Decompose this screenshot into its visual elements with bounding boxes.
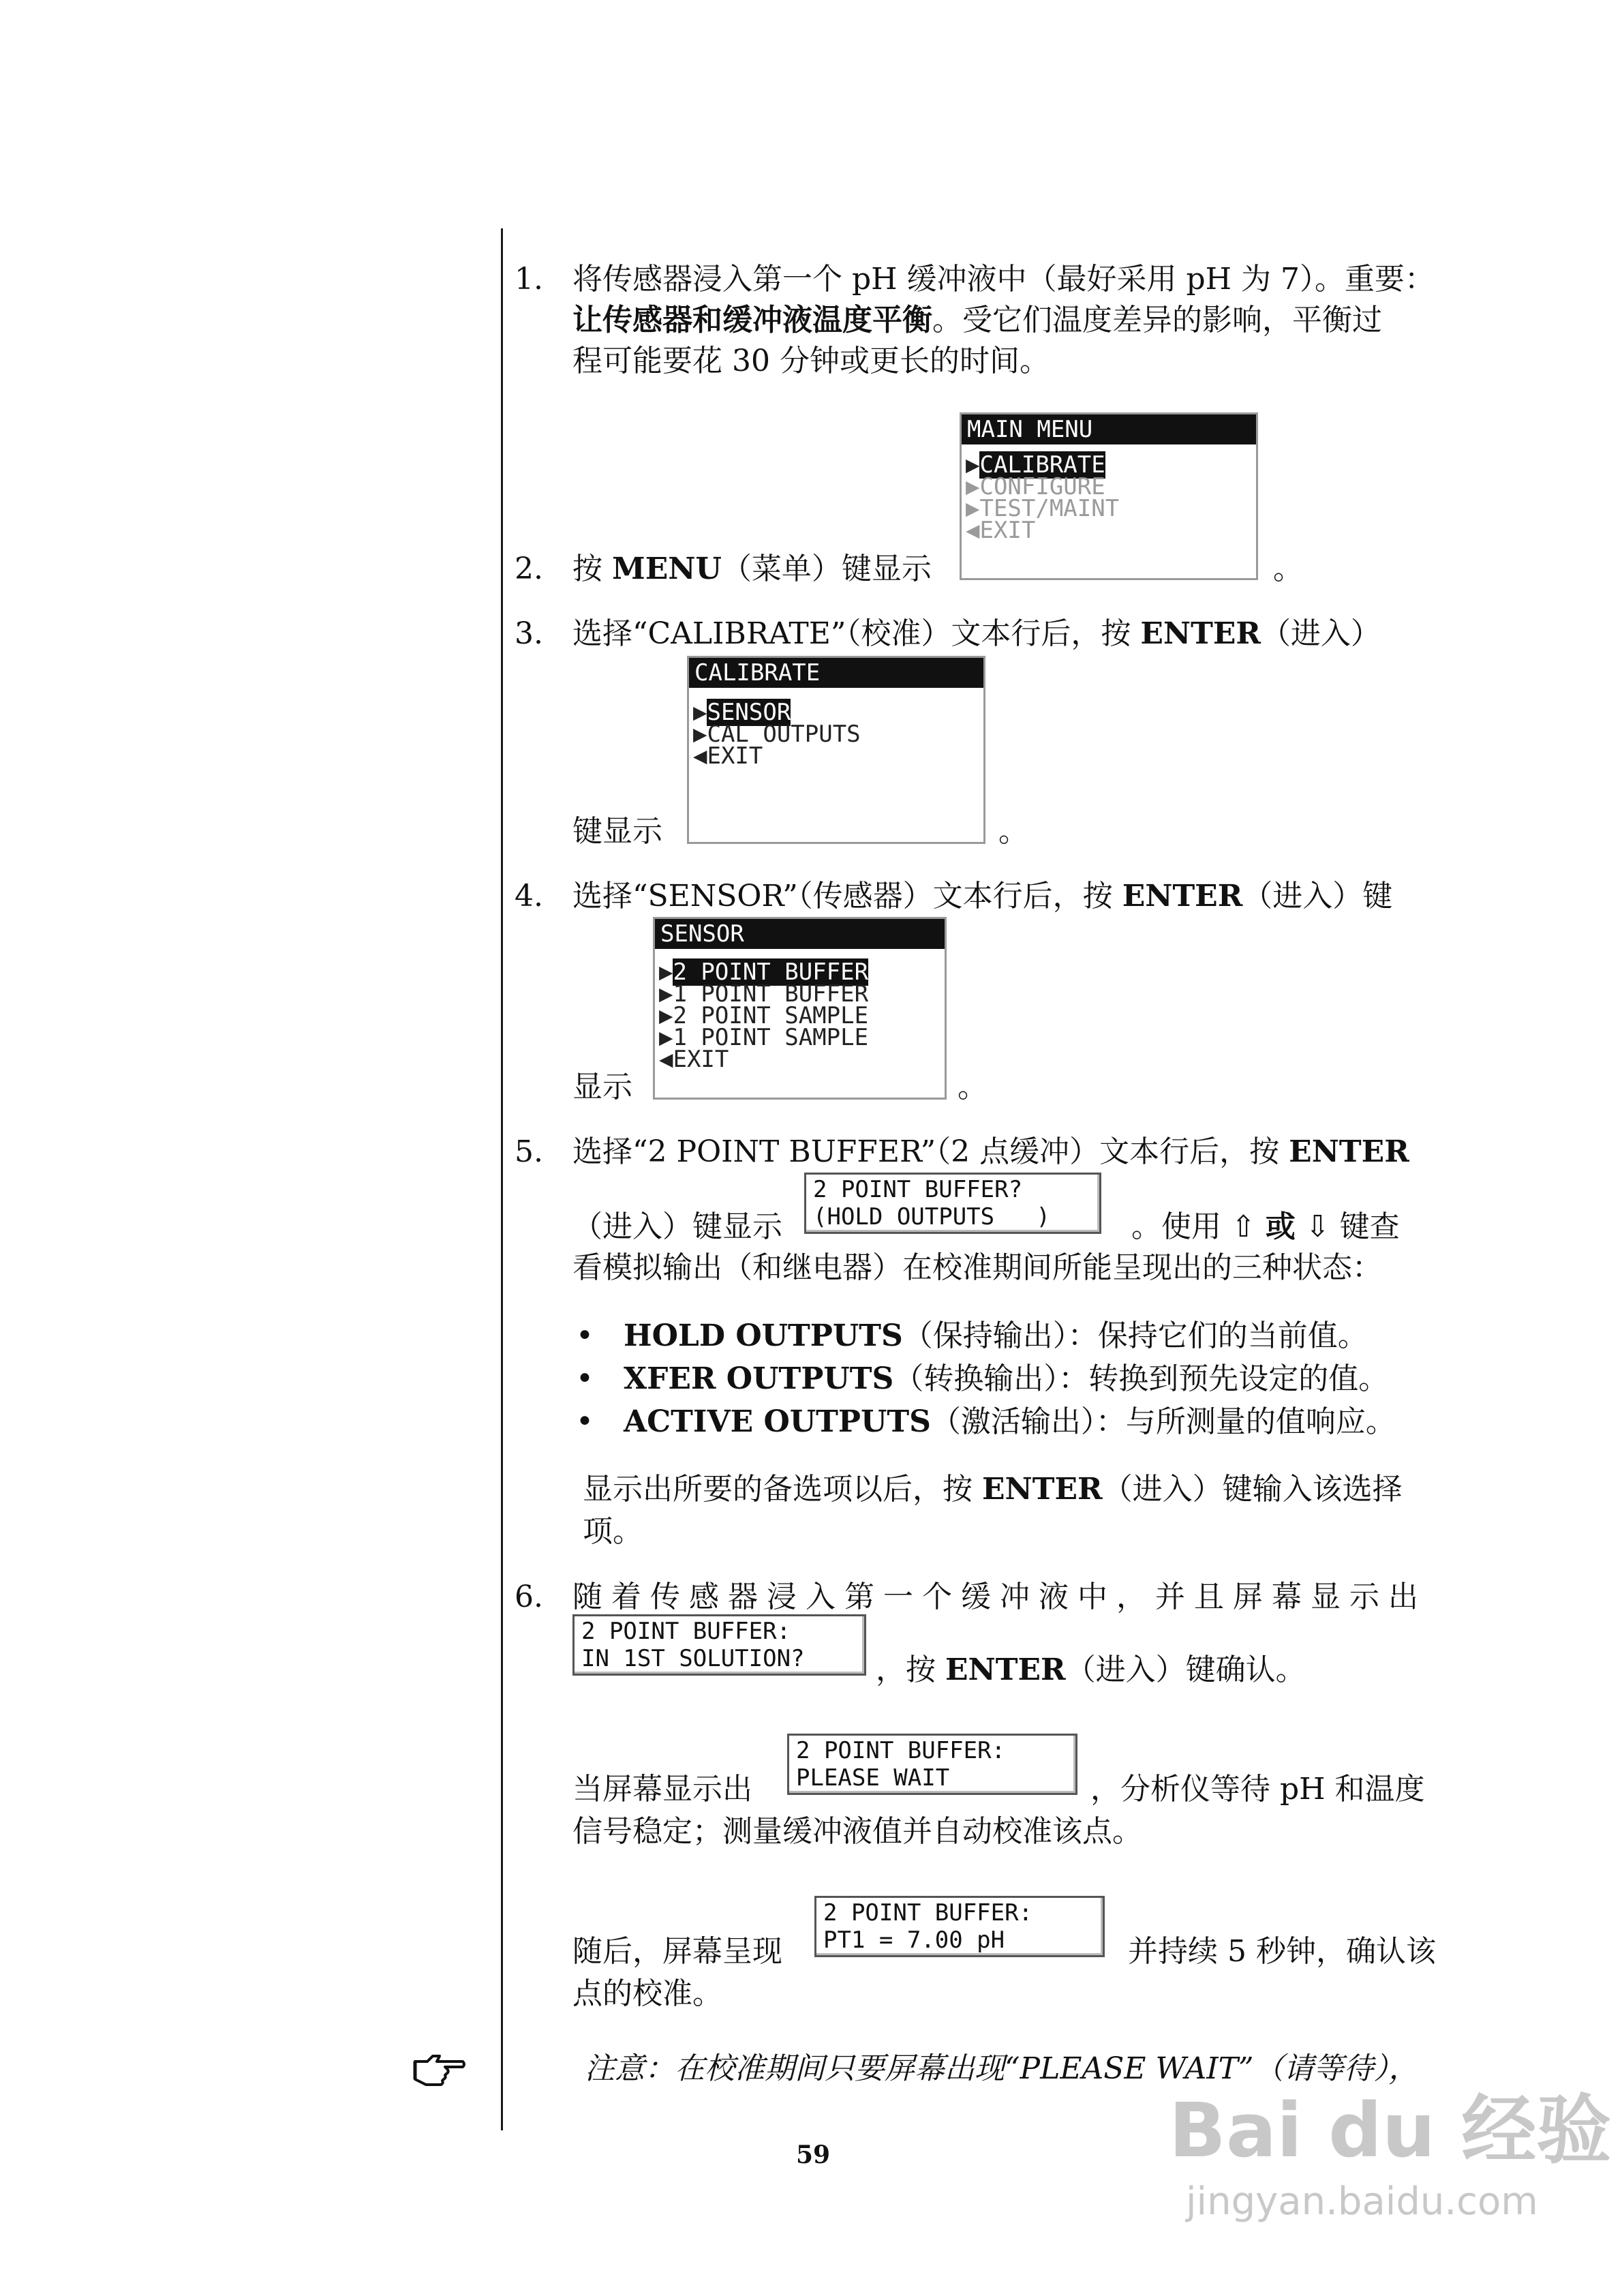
menu-item-cal-outputs: ▶CAL OUTPUTS — [693, 721, 861, 748]
step-6-para-3-post: 并持续 5 秒钟，确认该 — [1128, 1934, 1436, 1969]
menu-item-sensor: ▶SENSOR — [693, 699, 791, 726]
calibrate-screen — [687, 656, 985, 844]
step-6-para-2-pre: 当屏幕显示出 — [572, 1772, 752, 1807]
note-text: 注意：在校准期间只要屏幕出现“PLEASE WAIT”（请等待）， — [585, 2051, 1419, 2086]
bullet-hold-outputs: HOLD OUTPUTS（保持输出）：保持它们的当前值。 — [624, 1318, 1368, 1353]
menu-item-1-point-buffer: ▶1 POINT BUFFER — [659, 980, 869, 1008]
bullet-dot: • — [576, 1361, 594, 1396]
menu-item-configure: ▶CONFIGURE — [966, 473, 1105, 500]
bullet-xfer-outputs: XFER OUTPUTS（转换输出）：转换到预先设定的值。 — [624, 1361, 1389, 1396]
pt1-screen: 2 POINT BUFFER: PT1 = 7.00 pH — [814, 1896, 1105, 1957]
please-wait-screen: 2 POINT BUFFER: PLEASE WAIT — [787, 1734, 1077, 1795]
step-4-number: 4. — [515, 879, 543, 913]
menu-item-calibrate: ▶CALIBRATE — [966, 451, 1105, 479]
step-6-para-2-post: ，分析仪等待 pH 和温度 — [1090, 1772, 1425, 1807]
step-2-text: 按 MENU（菜单）键显示 — [572, 552, 932, 586]
main-menu-screen — [960, 412, 1258, 580]
hold-outputs-screen: 2 POINT BUFFER? (HOLD OUTPUTS ) — [804, 1173, 1101, 1234]
menu-item-1-point-sample: ▶1 POINT SAMPLE — [659, 1024, 869, 1051]
step-1-line-2: 让传感器和缓冲液温度平衡。受它们温度差异的影响，平衡过 — [572, 303, 1382, 337]
pointing-hand-icon — [412, 2052, 467, 2089]
step-5-line-3: 看模拟输出（和继电器）在校准期间所能呈现出的三种状态： — [572, 1250, 1382, 1285]
in-1st-solution-screen: 2 POINT BUFFER: IN 1ST SOLUTION? — [572, 1614, 866, 1676]
sensor-screen — [653, 917, 947, 1100]
step-6-number: 6. — [515, 1580, 543, 1614]
step-6-para-3-line-2: 点的校准。 — [572, 1976, 722, 2011]
step-3-number: 3. — [515, 616, 543, 651]
step-3-line-1: 选择“CALIBRATE”（校准）文本行后，按 ENTER（进入） — [572, 616, 1381, 651]
bullet-dot: • — [576, 1318, 594, 1353]
step-5-after-line-1: 显示出所要的备选项以后，按 ENTER（进入）键输入该选择 — [583, 1472, 1403, 1507]
bullet-dot: • — [576, 1404, 594, 1439]
step-1-number: 1. — [515, 262, 543, 297]
step-4-line-2: 显示 — [572, 1070, 632, 1104]
step-3-end: 。 — [998, 814, 1028, 849]
menu-item-exit: ◀EXIT — [693, 742, 763, 770]
menu-item-2-point-sample: ▶2 POINT SAMPLE — [659, 1002, 869, 1029]
screen-header: SENSOR — [655, 919, 945, 949]
screen-header: CALIBRATE — [689, 658, 983, 688]
step-4-end: 。 — [958, 1070, 988, 1104]
baidu-watermark-url: jingyan.baidu.com — [1186, 2179, 1538, 2224]
step-5-number: 5. — [515, 1134, 543, 1169]
step-5-after-line-2: 项。 — [583, 1514, 643, 1549]
step-5-line-1: 选择“2 POINT BUFFER”（2 点缓冲）文本行后，按 ENTER — [572, 1134, 1409, 1169]
bullet-active-outputs: ACTIVE OUTPUTS（激活输出）：与所测量的值响应。 — [624, 1404, 1396, 1439]
step-6-para-2-line-2: 信号稳定；测量缓冲液值并自动校准该点。 — [572, 1814, 1142, 1849]
step-1-line-1: 将传感器浸入第一个 pH 缓冲液中（最好采用 pH 为 7）。重要： — [572, 262, 1435, 297]
margin-rule — [501, 228, 503, 2130]
step-2-number: 2. — [515, 552, 543, 586]
menu-item-exit: ◀EXIT — [659, 1046, 729, 1073]
baidu-watermark-logo: Bai du 经验 — [1169, 2087, 1612, 2174]
step-5-line-2-pre: （进入）键显示 — [572, 1209, 782, 1244]
step-4-line-1: 选择“SENSOR”（传感器）文本行后，按 ENTER（进入）键 — [572, 879, 1393, 913]
step-6-line-2: ，按 ENTER（进入）键确认。 — [876, 1652, 1306, 1687]
step-3-line-2: 键显示 — [572, 814, 662, 849]
step-1-line-3: 程可能要花 30 分钟或更长的时间。 — [572, 344, 1050, 378]
step-2-end: 。 — [1273, 552, 1303, 586]
step-6-line-1: 随着传感器浸入第一个缓冲液中，并且屏幕显示出 — [572, 1580, 1427, 1614]
menu-item-exit: ◀EXIT — [966, 517, 1036, 544]
menu-item-test-maint: ▶TEST/MAINT — [966, 495, 1120, 522]
step-5-line-2-post: 。使用 ⇧ 或 ⇩ 键查 — [1131, 1209, 1400, 1244]
menu-item-2-point-buffer: ▶2 POINT BUFFER — [659, 958, 869, 986]
screen-header: MAIN MENU — [962, 414, 1256, 444]
page-number: 59 — [796, 2141, 831, 2169]
step-6-para-3-pre: 随后，屏幕呈现 — [572, 1934, 782, 1969]
